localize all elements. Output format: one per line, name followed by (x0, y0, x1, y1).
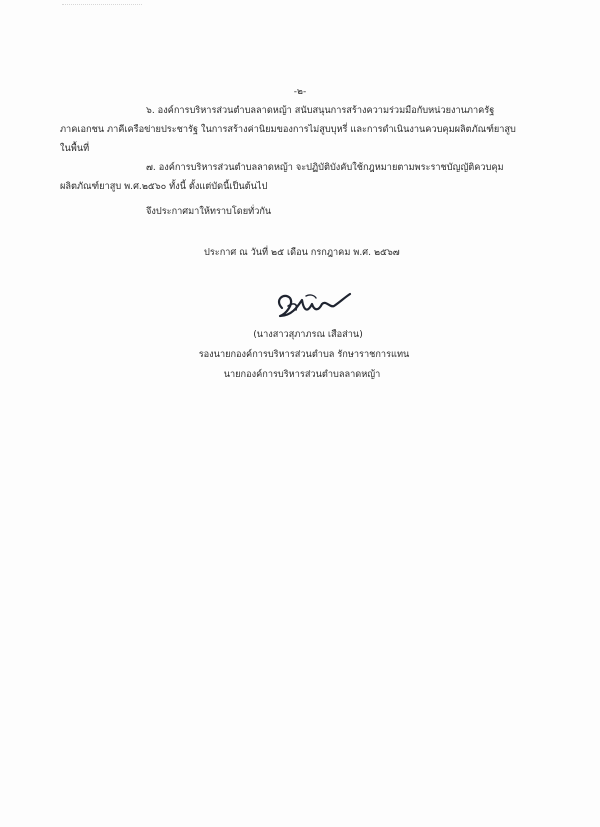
paragraph-7-line-2: ผลิตภัณฑ์ยาสูบ พ.ศ.๒๕๖๐ ทั้งนี้ ตั้งแต่บัดนี้เป็นต้นไป (60, 181, 268, 192)
page-number: -๒- (293, 87, 307, 97)
signer-organization: นายกองค์การบริหารส่วนตำบลลาดหญ้า (223, 369, 381, 380)
paragraph-6-line-1: ๖. องค์การบริหารส่วนตำบลลาดหญ้า สนับสนุนการสร้างความร่วมมือกับหน่วยงานภาครัฐ (146, 105, 495, 116)
paragraph-6-line-3: ในพื้นที่ (60, 143, 90, 154)
announcement-date: ประกาศ ณ วันที่ ๒๕ เดือน กรกฎาคม พ.ศ. ๒๕๖๗ (204, 247, 400, 258)
paragraph-6-line-2: ภาคเอกชน ภาคีเครือข่ายประชารัฐ ในการสร้างค่านิยมของการไม่สูบบุหรี่ และการดำเนินงานควบคุมผลิตภัณฑ์ยาสูบ (60, 124, 516, 135)
paragraph-7-line-1: ๗. องค์การบริหารส่วนตำบลลาดหญ้า จะปฏิบัติบังคับใช้กฎหมายตามพระราชบัญญัติควบคุม (146, 162, 504, 173)
paragraph-6 (60, 101, 540, 158)
signer-role: รองนายกองค์การบริหารส่วนตำบล รักษาราชการแทน (198, 349, 410, 360)
scan-edge-mark (62, 0, 142, 5)
paragraph-7 (60, 158, 540, 196)
signature-image (268, 286, 358, 322)
closing-statement: จึงประกาศมาให้ทราบโดยทั่วกัน (146, 206, 272, 217)
signer-name: (นางสาวสุภาภรณ เสือส่าน) (253, 329, 363, 340)
